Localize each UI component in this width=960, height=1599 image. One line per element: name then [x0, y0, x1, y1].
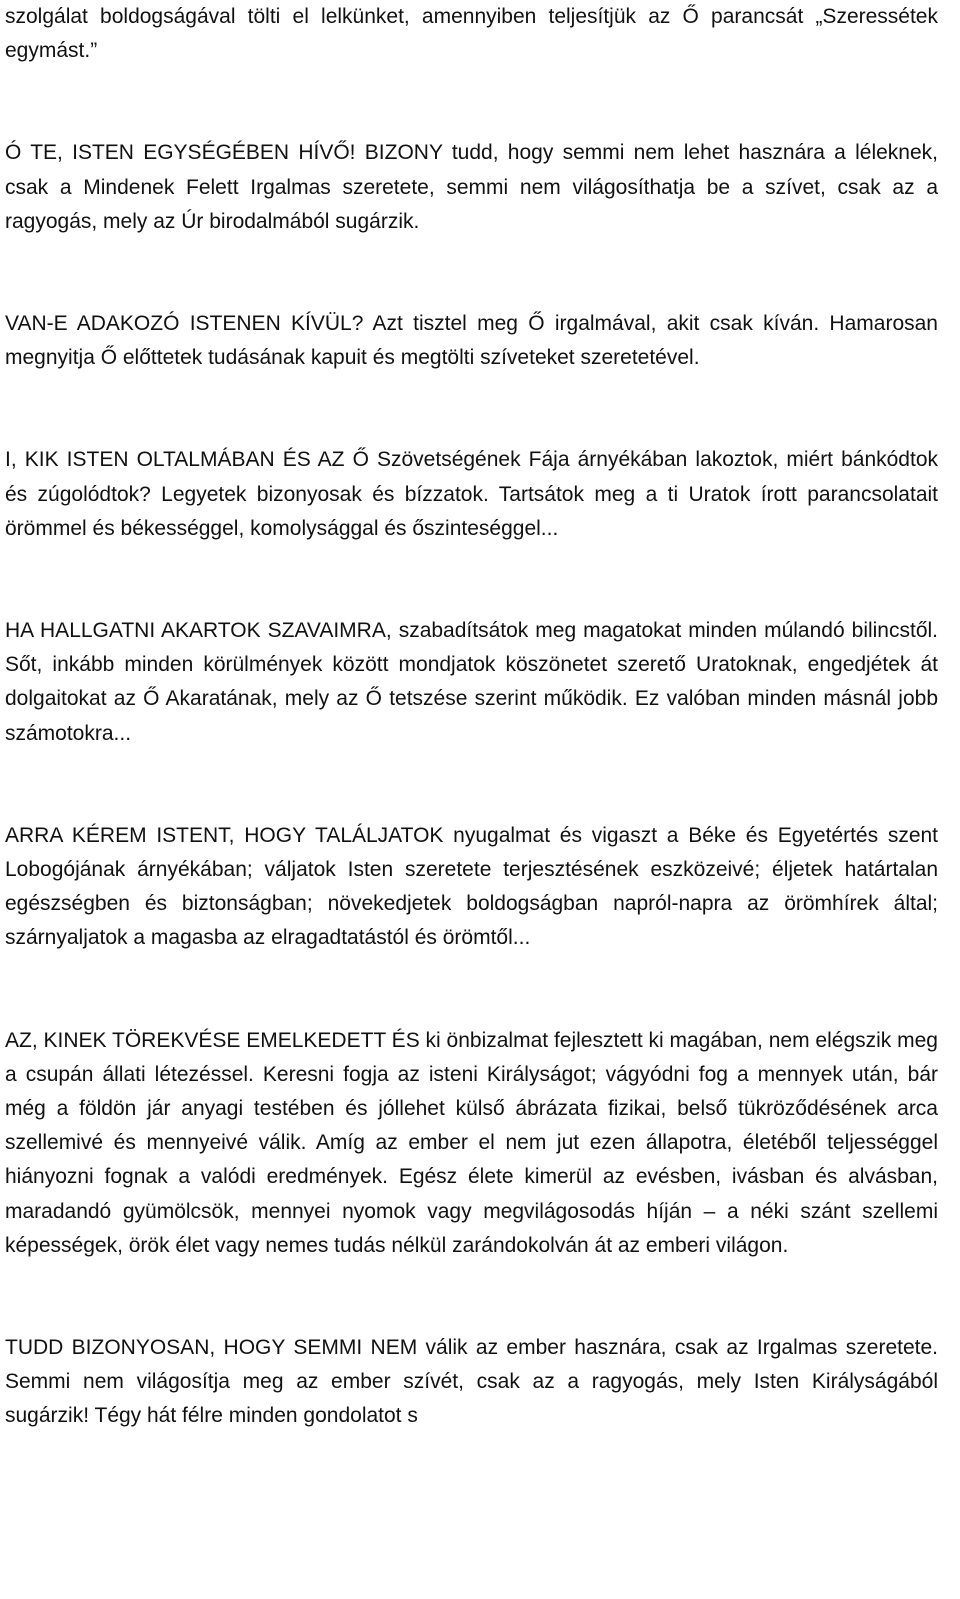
paragraph-2-text: BIZONY tudd, hogy semmi nem lehet hasznára a léleknek, csak a Mindenek Felett Irgalmas szeretete, semmi nem világosíthatja be a szívet, csak az a ragyogás, mely az Úr birodalmából sugárzik. [5, 141, 938, 233]
paragraph-5-text: szabadítsátok meg magatokat minden múlandó bilincstől. Sőt, inkább minden körülmények között mondjatok köszönetet szerető Uratoknak, engedjétek át dolgaitokat az Ő Akaratának, mely az Ő tetszése szerint működik. Ez valóban minden másnál jobb számotokra... [5, 619, 939, 745]
paragraph-8 [5, 1331, 938, 1434]
paragraph-7-lead: AZ, KINEK TÖREKVÉSE EMELKEDETT ÉS [5, 1028, 420, 1052]
paragraph-1-text: szolgálat boldogságával tölti el lelkünket, amennyiben teljesítjük az Ő parancsát „Szeressétek egymást.” [5, 5, 938, 63]
paragraph-5-lead: HA HALLGATNI AKARTOK SZAVAIMRA, [5, 619, 392, 643]
paragraph-4-lead: I, KIK ISTEN OLTALMÁBAN ÉS AZ Ő [5, 448, 369, 472]
paragraph-4-text: Szövetségének Fája árnyékában lakoztok, miért bánkódtok és zúgolódtok? Legyetek bizonyosak és bízzatok. Tartsátok meg a ti Uratok írott parancsolatait örömmel és békességgel, komolysággal és őszinteséggel... [5, 448, 939, 540]
paragraph-5 [5, 614, 938, 751]
paragraph-2 [5, 136, 938, 239]
paragraph-7-text: ki önbizalmat fejlesztett ki magában, nem elégszik meg a csupán állati létezéssel. Keresni fogja az isteni Királyságot; vágyódni fog a mennyek után, bár még a földön jár anyagi testében és jóllehet külső ábrázata fizikai, belső tükröződésének arca szellemivé és mennyeivé válik. Amíg az ember el nem jut ezen állapotra, életéből teljességgel hiányozni fognak a valódi eredmények. Egész élete kimerül az evésben, ivásban és alvásban, maradandó gyümölcsök, mennyei nyomok vagy megvilágosodás híján – a néki szánt szellemi képességek, örök élet vagy nemes tudás nélkül zarándokolván át az emberi világon. [5, 1028, 938, 1257]
paragraph-3-text: Azt tisztel meg Ő irgalmával, akit csak kíván. Hamarosan megnyitja Ő előttetek tudásának kapuit és megtölti szíveteket szeretetével. [5, 312, 938, 370]
paragraph-4 [5, 443, 938, 546]
paragraph-2-lead: Ó TE, ISTEN EGYSÉGÉBEN HÍVŐ! [5, 141, 356, 165]
paragraph-3 [5, 307, 938, 375]
paragraph-6-lead: ARRA KÉREM ISTENT, HOGY TALÁLJATOK [5, 823, 444, 847]
paragraph-7 [5, 1024, 938, 1263]
paragraph-6-text: nyugalmat és vigaszt a Béke és Egyetértés szent Lobogójának árnyékában; váljatok Isten szeretete terjesztésének eszközeivé; éljetek határtalan egészségben és biztonságban; növekedjetek boldogságban napról-napra az örömhírek által; szárnyaljatok a magasba az elragadtatástól és örömtől... [5, 823, 939, 950]
paragraph-6 [5, 819, 938, 956]
document-page [5, 0, 938, 1434]
paragraph-8-text: válik az ember hasznára, csak az Irgalmas szeretete. Semmi nem világosítja meg az ember szívét, csak az a ragyogás, mely Isten Királyságából sugárzik! Tégy hát félre minden gondolatot s [5, 1336, 938, 1428]
paragraph-3-lead: VAN-E ADAKOZÓ ISTENEN KÍVÜL? [5, 312, 364, 336]
paragraph-1 [5, 0, 938, 68]
paragraph-8-lead: TUDD BIZONYOSAN, HOGY SEMMI NEM [5, 1336, 418, 1360]
